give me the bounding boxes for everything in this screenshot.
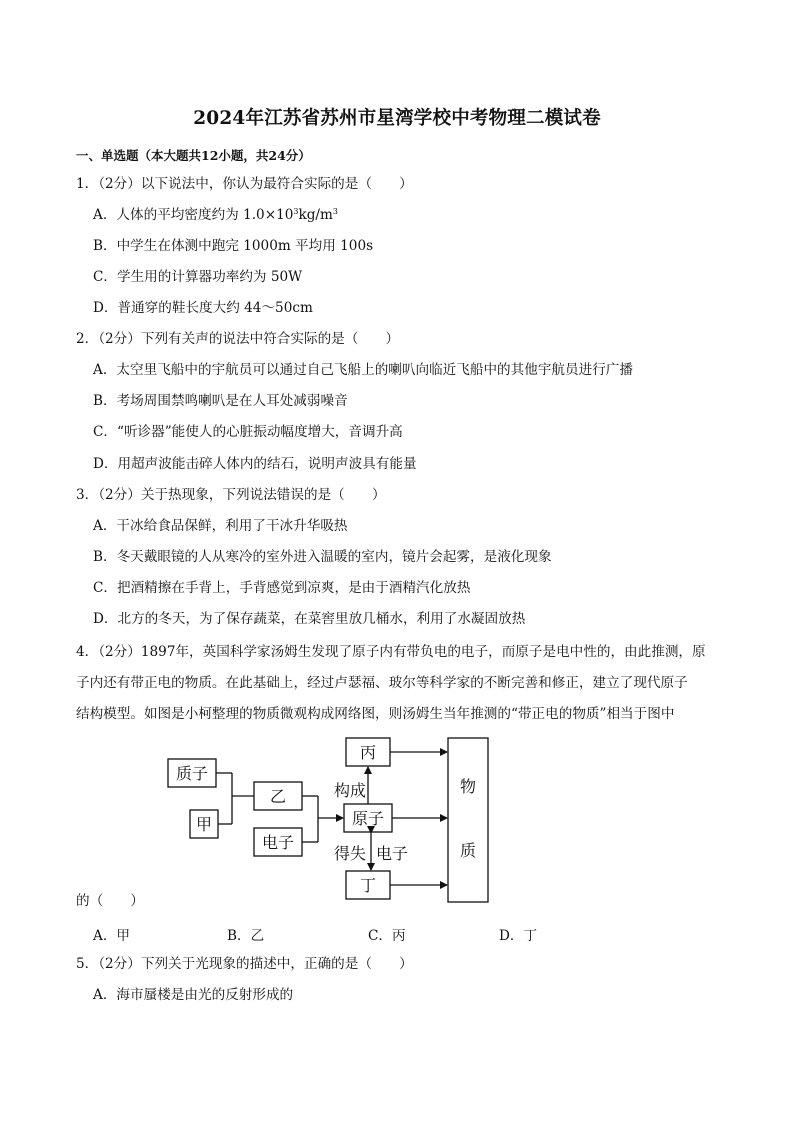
question-1-option-b[interactable]: B．中学生在体测中跑完 1000m 平均用 100s bbox=[93, 238, 374, 254]
question-4-stem-line-1: 4．（2分）1897年，英国科学家汤姆生发现了原子内有带负电的电子，而原子是电中性的，由此推测，原 bbox=[76, 644, 706, 660]
jia-label: 甲 bbox=[195, 815, 213, 834]
superscript: 3 bbox=[293, 207, 299, 216]
question-3-stem: 3．（2分）关于热现象，下列说法错误的是（ ） bbox=[76, 487, 386, 503]
question-4-option-c[interactable]: C．丙 bbox=[368, 928, 406, 944]
question-4-option-a[interactable]: A．甲 bbox=[93, 928, 131, 944]
question-2-option-c[interactable]: C．“听诊器”能使人的心脏振动幅度增大，音调升高 bbox=[93, 424, 403, 440]
question-5-option-a[interactable]: A．海市蜃楼是由光的反射形成的 bbox=[93, 987, 294, 1003]
page-title: 2024年江苏省苏州市星湾学校中考物理二模试卷 bbox=[193, 108, 601, 129]
electron-transfer-label: 电子 bbox=[376, 844, 409, 863]
question-3-option-d[interactable]: D．北方的冬天，为了保存蔬菜，在菜窖里放几桶水，利用了水凝固放热 bbox=[93, 611, 526, 627]
question-1-option-d[interactable]: D．普通穿的鞋长度大约 44～50cm bbox=[93, 300, 313, 316]
proton-label: 质子 bbox=[175, 764, 209, 783]
option-a-text: A．人体的平均密度约为 1.0×10 bbox=[93, 207, 294, 223]
question-4-stem-line-2: 子内还有带正电的物质。在此基础上，经过卢瑟福、玻尔等科学家的不断完善和修正，建立了现代原子 bbox=[76, 675, 688, 691]
compose-label: 构成 bbox=[334, 781, 367, 800]
question-1-stem: 1．（2分）以下说法中，你认为最符合实际的是（ ） bbox=[76, 176, 413, 192]
question-2-option-d[interactable]: D．用超声波能击碎人体内的结石，说明声波具有能量 bbox=[93, 456, 417, 472]
section-heading: 一、单选题（本大题共12小题，共24分） bbox=[76, 148, 311, 163]
ding-label: 丁 bbox=[359, 876, 377, 895]
question-2-option-a[interactable]: A．太空里飞船中的宇航员可以通过自己飞船上的喇叭向临近飞船中的其他宇航员进行广播 bbox=[93, 362, 633, 378]
question-4-option-d[interactable]: D．丁 bbox=[499, 928, 538, 944]
matter-label-bottom: 质 bbox=[459, 841, 477, 860]
bing-label: 丙 bbox=[359, 743, 377, 762]
question-5-stem: 5．（2分）下列关于光现象的描述中，正确的是（ ） bbox=[76, 956, 413, 972]
question-3-option-c[interactable]: C．把酒精擦在手背上，手背感觉到凉爽，是由于酒精汽化放热 bbox=[93, 580, 471, 596]
question-3-option-b[interactable]: B．冬天戴眼镜的人从寒冷的室外进入温暖的室内，镜片会起雾，是液化现象 bbox=[93, 549, 552, 565]
question-2-option-b[interactable]: B．考场周围禁鸣喇叭是在人耳处减弱噪音 bbox=[93, 393, 348, 409]
question-4-stem-line-3: 结构模型。如图是小柯整理的物质微观构成网络图，则汤姆生当年推测的“带正电的物质”相当于图中 bbox=[76, 706, 675, 722]
atom-label: 原子 bbox=[351, 809, 385, 828]
matter-box bbox=[448, 738, 488, 902]
question-2-stem: 2．（2分）下列有关声的说法中符合实际的是（ ） bbox=[76, 331, 400, 347]
question-4-options bbox=[93, 924, 653, 944]
electron-label: 电子 bbox=[261, 833, 295, 852]
question-4-option-b[interactable]: B．乙 bbox=[227, 928, 265, 944]
unit-text: kg/m bbox=[298, 207, 333, 223]
question-3-option-a[interactable]: A．干冰给食品保鲜，利用了干冰升华吸热 bbox=[93, 518, 348, 534]
superscript: 3 bbox=[332, 207, 338, 216]
question-1-option-a[interactable] bbox=[93, 207, 338, 223]
question-4-stem-line-4: 的（ ） bbox=[76, 893, 144, 909]
yi-label: 乙 bbox=[269, 787, 287, 806]
matter-structure-diagram bbox=[160, 734, 510, 906]
question-1-option-c[interactable]: C．学生用的计算器功率约为 50W bbox=[93, 269, 303, 285]
matter-label-top: 物 bbox=[459, 777, 477, 796]
gain-lose-label: 得失 bbox=[334, 844, 367, 863]
